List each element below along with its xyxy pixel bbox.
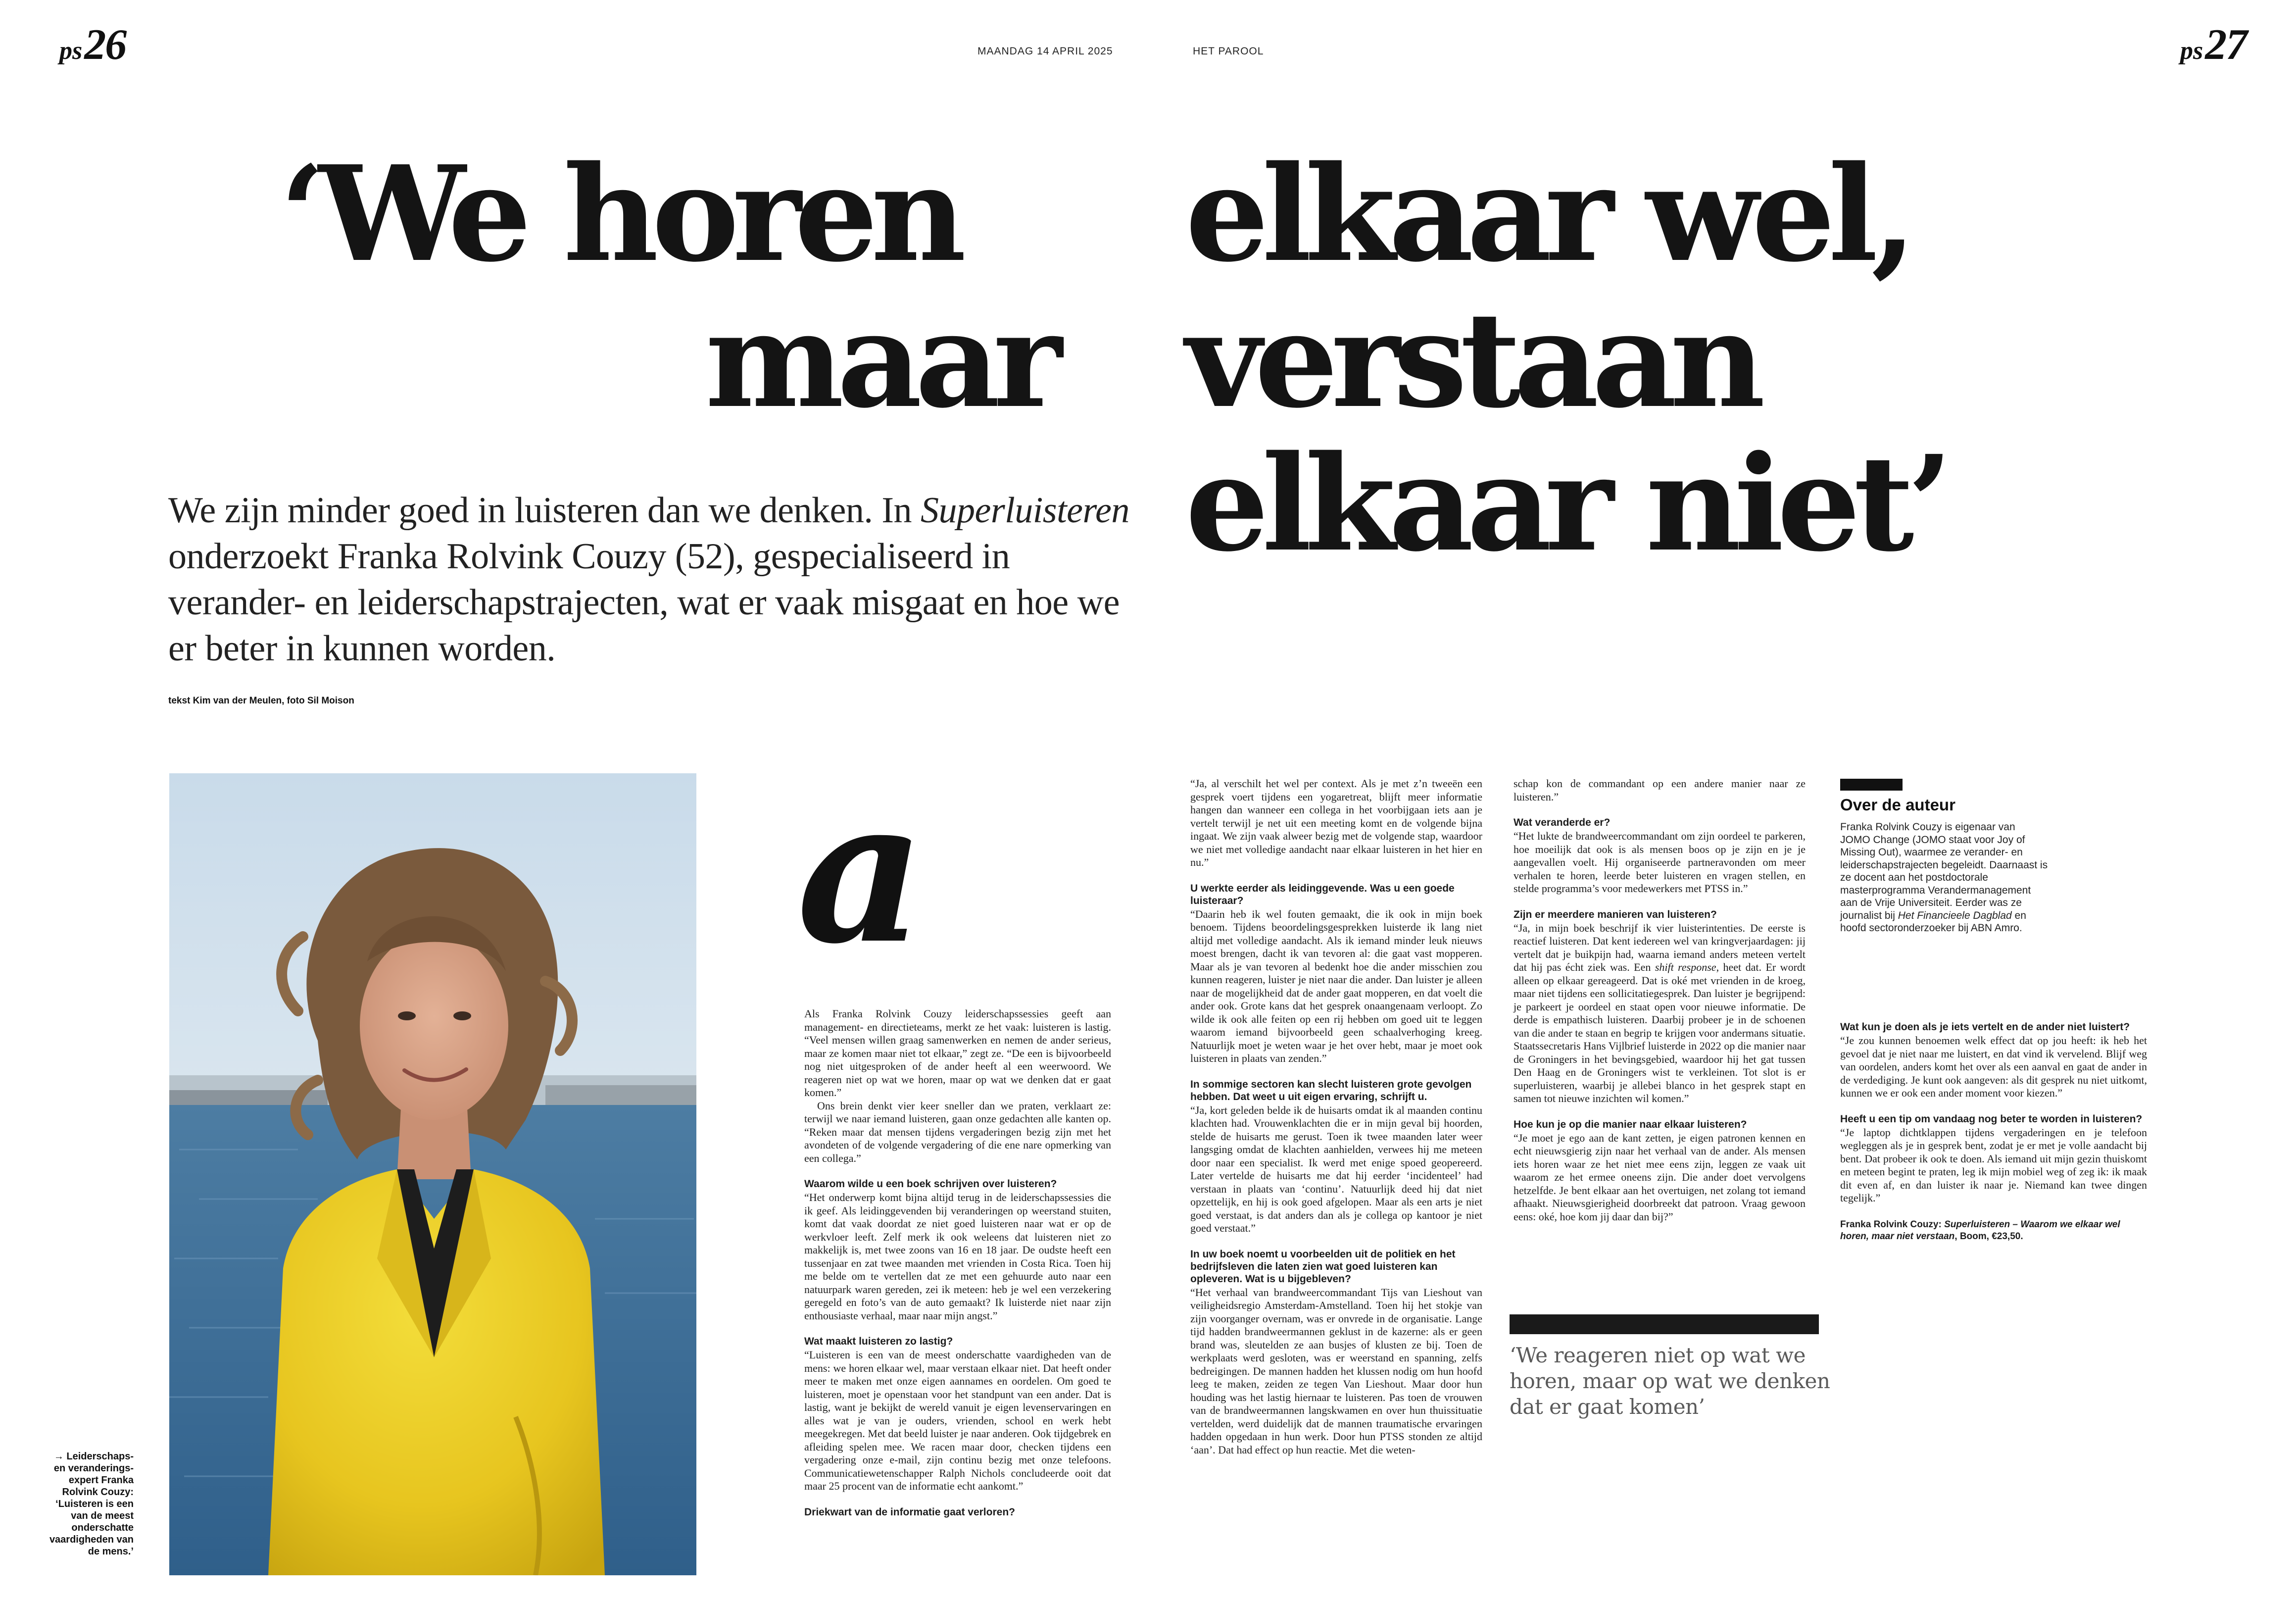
headline-line1-left: ‘We horen (280, 137, 960, 291)
interview-question: Driekwart van de informatie gaat verloren? (804, 1506, 1015, 1518)
paragraph: schap kon de commandant op een andere manier naar ze luisteren.” (1514, 777, 1806, 803)
author-text-emphasis: Het Financieele Dagblad (1898, 909, 2012, 921)
page-number: 27 (2205, 21, 2247, 69)
paragraph: “Het lukte de brandweercommandant om zijn oordeel te parkeren, hoe moeilijk dat ook is als mensen boos op je zijn en je je aangevallen voelt. Hij organiseerde partneravonden om meer verhalen te horen, leerde beter luisteren en vragen stellen, en stelde programma’s voor medewerkers met PTSS in.” (1514, 830, 1806, 895)
interview-question: In sommige sectoren kan slecht luisteren grote gevolgen hebben. Dat weet u uit eigen ervaring, schrijft u. (1190, 1078, 1472, 1102)
interview-question: In uw boek noemt u voorbeelden uit de politiek en het bedrijfsleven die laten zien wat goed luisteren kan opleveren. Wat is u bijgebleven? (1190, 1248, 1456, 1285)
issue-date: MAANDAG 14 APRIL 2025 (977, 46, 1113, 57)
paragraph: “Je laptop dichtklappen tijdens vergaderingen en je telefoon wegleggen als je in gesprek bent, zodat je er met je volle aandacht bij bent. Dat probeer ik ook te doen. Als iemand uit mijn gezin thuiskomt en meteen begint te praten, leg ik mijn mobiel weg of zeg ik: ik maak dit even af, en dan luister ik naar je. Niemand kan twee dingen tegelijk.” (1840, 1126, 2147, 1204)
interview-question: U werkte eerder als leidinggevende. Was u een goede luisteraar? (1190, 882, 1455, 906)
article-column-3 (1514, 777, 1806, 1223)
section-label: ps (2180, 37, 2203, 65)
intro-part1: We zijn minder goed in luisteren dan we denken. In (168, 490, 921, 531)
book-author: Franka Rolvink Couzy: (1840, 1219, 1945, 1230)
page-number-right (2180, 20, 2247, 70)
intro-text (168, 488, 1133, 672)
author-box-text (1840, 821, 2048, 935)
article-column-1 (804, 1007, 1111, 1519)
author-box-bar (1840, 779, 1903, 791)
paragraph-emphasis: shift response (1655, 961, 1716, 973)
paragraph (1514, 922, 1806, 1105)
book-title: Superluisteren – Waarom we elkaar wel horen, maar niet verstaan (1840, 1219, 2120, 1242)
headline-line1-right: elkaar wel, (1185, 137, 1910, 291)
paragraph: “Ja, al verschilt het wel per context. Als je met z’n tweeën een gesprek voert tijdens een yogaretreat, blijft meer informatie hangen dan wanneer een collega in het voorbijgaan iets aan je vertelt terwijl je net uit een meeting komt en de volgende bijna ingaat. We zijn vaak alweer bezig met de volgende stap, waardoor we niet met volledige aandacht naar elkaar luisteren in het hier en nu.” (1190, 777, 1482, 868)
author-text-part: en hoofd sectoronderzoeker bij ABN Amro. (1840, 909, 2026, 934)
pull-quote: ‘We reageren niet op wat we horen, maar op wat we denken dat er gaat komen’ (1510, 1343, 1830, 1419)
page-number-left (59, 20, 126, 70)
paragraph: “Luisteren is een van de meest onderschatte vaardigheden van de mens: we horen elkaar wel, maar verstaan elkaar niet. Dat heeft onder meer te maken met onze eigen aannames en oordelen. Om goed te luisteren, moet je openstaan voor het standpunt van een ander. Dat is lastig, want je bekijkt de wereld vanuit je eigen levenservaringen en alles wat je van je ouders, vrienden, school en werk hebt meegekregen. Met dat beeld luister je naar anderen. Ook tijdgebrek en afleiding spelen mee. We racen maar door, checken tijdens een vergadering onze e-mail, zijn continu bezig met onze telefoons. Communicatiewetenschapper Ralph Nichols concludeerde ooit dat maar 25 procent van de informatie echt aankomt.” (804, 1349, 1111, 1492)
photo-caption: → Leiderschaps- en veranderings- expert Franka Rolvink Couzy: ‘Luisteren is een van de meest onderschatte vaardigheden van de mens.’ (49, 1451, 134, 1557)
interview-question: Heeft u een tip om vandaag nog beter te worden in luisteren? (1840, 1113, 2143, 1125)
paragraph: “Daarin heb ik wel fouten gemaakt, die ik ook in mijn boek benoem. Tijdens beoordelingsgesprekken luisterde ik lang niet altijd met volledige aandacht. Als ik iemand minder leuk nieuws moest brengen, dacht ik van tevoren al: die gaat vast mopperen. Maar als je van tevoren al bedenkt hoe die ander misschien zou kunnen reageren, luister je niet naar die ander. Dan luister je alleen naar de mogelijkheid dat de ander gaat mopperen, en dat voelt die ander ook. Grote kans dat het gesprek onaangenaam verloopt. Zo wilde ik ook alle feiten op een rij hebben om goed uit te leggen waarom iemand bijvoorbeeld geen schaalverhoging kreeg. Natuurlijk moet je weten waar je het over hebt, maar je moet ook luisteren in plaats van zenden.” (1190, 907, 1482, 1064)
newspaper-name: HET PAROOL (1193, 46, 1264, 57)
interview-question: Zijn er meerdere manieren van luisteren? (1514, 908, 1717, 920)
paragraph-part: “Ja, in mijn boek beschrijf ik vier luisterintenties. De eerste is reactief luisteren. Dat kent iedereen wel van kringverjaardagen: jij vertelt dat je buikpijn had, waarna iemand anders meteen vertelt dat hij pas écht ziek was. Een (1514, 921, 1806, 973)
author-text-part: Franka Rolvink Couzy is eigenaar van JOMO Change (JOMO staat voor Joy of Missing Out), waarmee ze verander- en leiderschapstrajecten begeleidt. Daarnaast is ze docent aan het postdoctorale masterprogramma Verandermanagement aan de Vrije Universiteit. Eerder was ze journalist bij (1840, 821, 2048, 921)
interview-question: Wat maakt luisteren zo lastig? (804, 1336, 953, 1347)
headline-line2-right: verstaan (1185, 283, 1759, 437)
book-publisher-price: , Boom, €23,50. (1954, 1231, 2023, 1242)
portrait-photo (169, 773, 696, 1575)
interview-question: Wat veranderde er? (1514, 817, 1611, 828)
book-info (1840, 1219, 2147, 1243)
article-column-4 (1840, 1021, 2147, 1243)
paragraph: Als Franka Rolvink Couzy leiderschapssessies geeft aan management- en directieteams, merkt ze het vaak: luisteren is lastig. “Veel mensen willen graag samenwerken en nemen de ander serieus, maar ze komen maar niet tot elkaar,” zegt ze. “De een is bijvoorbeeld nog niet uitgesproken of de ander heeft al een weerwoord. We reageren niet op wat we horen, maar op wat we denken dat er gaat komen.” (804, 1007, 1111, 1099)
paragraph-part: , heet dat. Er wordt alleen op elkaar gereageerd. Dat is oké met vrienden in de kroeg, maar niet tijdens een sollicitatiegesprek. Dan luister je begrijpend: je parkeert je oordeel en staat open voor nieuwe informatie. De derde is empathisch luisteren. Daarbij probeer je in de schoenen van die ander te staan en begrip te krijgen voor andermans situatie. Staatssecretaris Hans Vijlbrief luisterde in 2022 op die manier naar de Groningers in het bevingsgebied, waardoor hij het gat tussen Den Haag en de Groningers wist te verkleinen. Tot slot is er superluisteren, waarbij je allebei blanco in het gesprek stapt en samen tot nieuwe inzichten wil komen.” (1514, 961, 1806, 1104)
pull-quote-bar (1510, 1314, 1819, 1334)
paragraph: “Je moet je ego aan de kant zetten, je eigen patronen kennen en echt nieuwsgierig zijn naar het verhaal van de ander. Als mensen iets horen waar ze het niet mee eens zijn, leggen ze vaak uit waarom ze het ermee oneens zijn. Die ander doet vervolgens hetzelfde. Je bent elkaar aan het overtuigen, net zolang tot iemand afhaakt. Nieuwsgierigheid doorbreekt dat patroon. Vraag gewoon eens: oké, hoe kom jij daar dan bij?” (1514, 1131, 1806, 1223)
paragraph: “Ja, kort geleden belde ik de huisarts omdat ik al maanden continu klachten had. Vrouwenklachten die er in mijn geval bij hoorden, stelde de huisarts me gerust. Toen ik twee maanden later weer langsging omdat de klachten aanhielden, verwees hij me meteen door naar een specialist. Ik werd met enige spoed geopereerd. Later vertelde de huisarts me dat hij eerder ‘incidenteel’ had verstaan in plaats van ‘continu’. Natuurlijk deed hij dat niet opzettelijk, en hij is ook goed afgelopen. Maar als een arts je niet goed verstaat, is dat anders dan als je collega op kantoor je niet goed verstaat.” (1190, 1103, 1482, 1234)
paragraph: “Je zou kunnen benoemen welk effect dat op jou heeft: ik heb het gevoel dat je niet naar me luistert, en dat vind ik vervelend. Blijf weg van oordelen, anders komt het over als een aanval en gaat de ander in de verdediging. Je kunt ook aangeven: als dit gesprek nu niet uitkomt, kunnen we er ook een ander moment voor kiezen.” (1840, 1034, 2147, 1099)
author-box-title: Over de auteur (1840, 796, 1955, 814)
paragraph: Ons brein denkt vier keer sneller dan we praten, verklaart ze: terwijl we naar iemand luisteren, gaan onze gedachten alle kanten op. “Reken maar dat mensen tijdens vergaderingen bezig zijn met het avondeten of de volgende vergadering of die ene nare opmerking van een collega.” (804, 1099, 1111, 1164)
intro-part2: onderzoekt Franka Rolvink Couzy (52), gespecialiseerd in verander- en leiderschapstrajecten, wat er vaak misgaat en hoe we er beter in kunnen worden. (168, 536, 1120, 669)
interview-question: Waarom wilde u een boek schrijven over luisteren? (804, 1178, 1057, 1190)
headline-line2-left: maar (705, 283, 1056, 437)
intro-book-title: Superluisteren (921, 490, 1129, 531)
article-column-2 (1190, 777, 1482, 1456)
headline-line3-right: elkaar niet’ (1185, 427, 1946, 581)
interview-question: Hoe kun je op die manier naar elkaar luisteren? (1514, 1118, 1747, 1130)
paragraph: “Het verhaal van brandweercommandant Tijs van Lieshout van veiligheidsregio Amsterdam-Amstelland. Toen hij het stokje van zijn voorganger overnam, was er onvrede in de organisatie. Lange tijd hadden brandweermannen geklust in de kazerne: als er geen brand was, sleutelden ze aan busjes of klusten ze bij. Toen de werkplaats werd gesloten, was er weerstand en spanning, zelfs bedreigingen. De mannen hadden het klussen nodig om hun hoofd leeg te maken, zeiden ze tegen Van Lieshout. Maar door hun houding was het lastig hiernaar te luisteren. Pas toen de vrouwen van de brandweermannen langskwamen en over hun thuissituatie vertelden, werd duidelijk dat de mannen traumatische ervaringen hadden opgedaan in hun werk. Door hun PTSS stonden ze altijd ‘aan’. Dat had effect op hun reactie. Met die weten- (1190, 1286, 1482, 1456)
page-number: 26 (84, 21, 126, 69)
drop-cap: a (797, 755, 921, 988)
paragraph: “Het onderwerp komt bijna altijd terug in de leiderschapssessies die ik geef. Als leidinggevenden bij veranderingen op weerstand stuiten, komt dat vaak doordat ze niet goed luisteren naar wat er op de werkvloer leeft. Zelf merk ik ook weleens dat luisteren niet zo makkelijk is, met twee zoons van 16 en 18 jaar. De oudste heeft een tussenjaar en zat twee maanden met vrienden in Costa Rica. Toen hij me belde om te vertellen dat ze met een gehuurde auto naar een natuurpark waren gereden, zei ik meteen: heb je wel een verzekering geregeld en foto’s van de auto gemaakt? Ik luisterde niet naar zijn enthousiaste verhaal, maar naar mijn angst.” (804, 1191, 1111, 1322)
interview-question: Wat kun je doen als je iets vertelt en de ander niet luistert? (1840, 1021, 2130, 1033)
byline-credit: tekst Kim van der Meulen, foto Sil Moison (168, 696, 354, 706)
section-label: ps (59, 37, 83, 65)
